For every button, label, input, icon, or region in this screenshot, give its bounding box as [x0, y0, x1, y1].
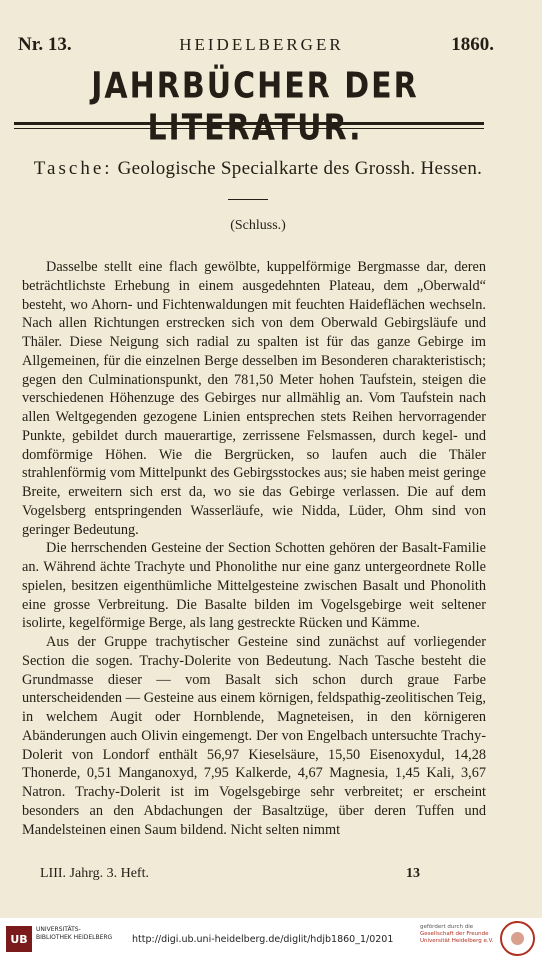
page-number: 13 [406, 866, 420, 881]
title-rule-thick [14, 122, 484, 125]
journal-title: JAHRBÜCHER DER [91, 65, 419, 107]
viewer-footer [0, 918, 542, 959]
university-seal-icon[interactable] [500, 921, 535, 956]
section-divider [228, 199, 268, 200]
title-rule-thin [14, 128, 484, 129]
library-name: UNIVERSITÄTS- BIBLIOTHEK HEIDELBERG [36, 926, 113, 941]
section-author: Tasche: [33, 158, 113, 179]
permalink[interactable]: http://digi.ub.uni-heidelberg.de/diglit/hdjb1860_1/0201 [132, 934, 394, 945]
article-body [22, 258, 486, 839]
volume-info: LIII. Jahrg. 3. Heft. [40, 866, 149, 881]
sponsor-line-1: gefördert durch die [420, 924, 474, 930]
page-footer [40, 866, 420, 882]
section-title [14, 158, 502, 180]
paragraph-1: Dasselbe stellt eine flach gewölbte, kuppelförmige Bergmasse dar, deren beträchtlichste Erhebung in einem ausgedehnten Plateau, dem „Oberwald“ besteht, wo Ahorn- und Fichtenwaldungen mit feuchten Haideflächen wechseln. Nach allen Richtungen erstrecken sich von dem Oberwald Gebirgsläufe und Thäler. Diese Neigung sich radial zu spalten ist für das ganze Gebirge im Allgemeinen, für die einzelnen Berge desselben im Besonderen charakteristisch; gegen den Culminationspunkt, den 781,50 Meter hohen Taufstein, steigen die verschiedenen Höhenzuge des Gebirges nur allmählig an. Vom Taufstein nach allen Weltgegenden gezogene Linien entsprechen stets Reihen hervorragender Punkte, gebildet durch mauerartige, zerrissene Felsmassen, durch kegel- und domförmige Höhen. Wie die Bergrücken, so laufen auch die Thäler strahlenförmig vom Mittelpunkt des Gebirgsstockes aus; sie haben meist geringe Breite, erweitern sich erst da, wo sie das Gebirge verlassen. Die auf dem Vogelsberg entspringenden Wasserläufe, wie Nidda, Lüder, Ohm sind von geringer Bedeutung. [22, 259, 486, 538]
running-header [18, 34, 494, 56]
continuation-note: (Schluss.) [230, 218, 286, 233]
issue-number: Nr. 13. [18, 34, 72, 55]
year: 1860. [451, 34, 494, 55]
sponsor-note [420, 924, 500, 945]
paragraph-3: Aus der Gruppe trachytischer Gesteine sind zunächst auf vorliegender Section die sogen. Trachy-Dolerite von Bedeutung. Nach Tasche besteht die Grundmasse dieser — vom Basalt sich schon durch graue Farbe unterscheidenden — Gesteine aus einem körnigen, feldspathig-zeolitischen Teig, in welchem Augit oder Hornblende, Magneteisen, in den körnigeren Abänderungen auch Olivin eingemengt. Der von Engelbach untersuchte Trachy-Dolerit von Londorf enthält 56,97 Kieselsäure, 15,50 Eisenoxydul, 14,28 Thonerde, 0,51 Manganoxyd, 7,95 Kalkerde, 4,67 Magnesia, 1,45 Kali, 3,67 Natron. Trachy-Dolerit ist im Vogelsgebirge sehr verbreitet; er erscheint besonders an den Abdachungen der Basaltzüge, über deren Tuffen und Mandelsteinen einen Saum bildend. Nicht selten nimmt [22, 634, 486, 838]
section-subject: Geologische Specialkarte des Grossh. Hessen. [117, 158, 483, 179]
sponsor-line-2: Gesellschaft der Freunde Universität Heidelberg e.V. [420, 931, 494, 944]
journal-name: HEIDELBERGER [179, 35, 344, 54]
library-logo-icon[interactable]: UB [6, 926, 32, 952]
paragraph-2: Die herrschenden Gesteine der Section Schotten gehören der Basalt-Familie an. Während ächte Trachyte und Phonolithe nur eine ganz untergeordnete Rolle spielen, besitzen eigenthümliche Mittelgesteine zwischen Basalt und Phonolith eine grosse Verbreitung. Die Basalte bilden im Vogelsgebirge weit seltener isolirte, kegelförmige Berge, als lang gestreckte Rücken und Kämme. [22, 540, 486, 632]
